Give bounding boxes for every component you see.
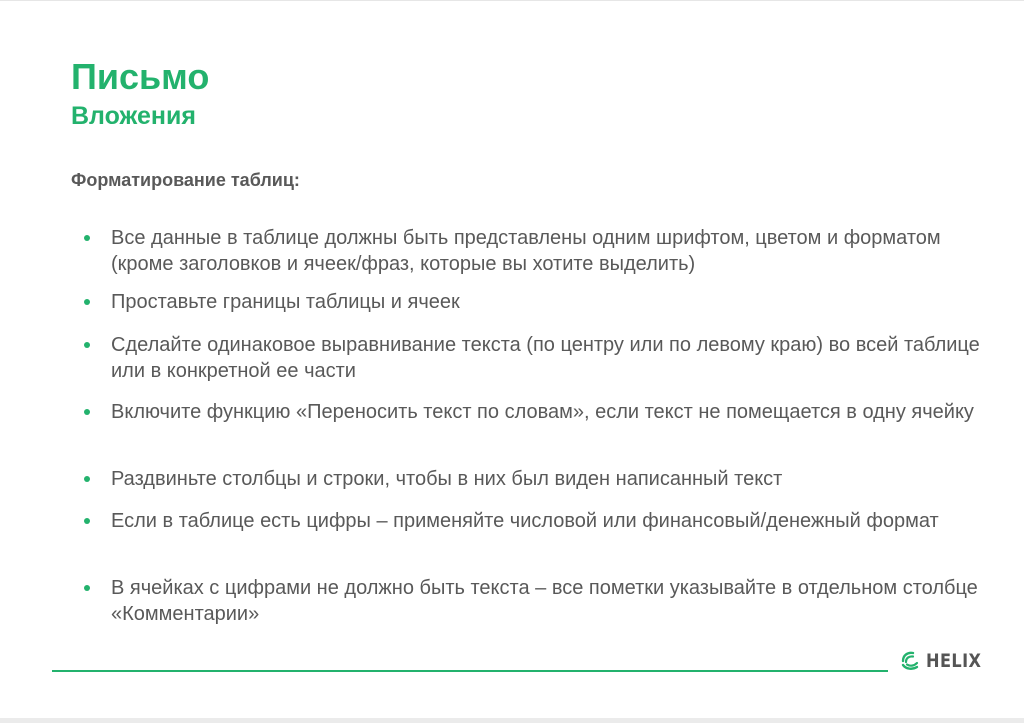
bullet-text: Сделайте одинаковое выравнивание текста (по центру или по левому краю) во всей таблице или в конкретной ее части	[111, 334, 980, 382]
bullet-text: Раздвиньте столбцы и строки, чтобы в них был виден написанный текст	[111, 468, 783, 490]
bullet-dot-icon	[84, 409, 90, 415]
bullet-item	[84, 332, 994, 384]
bullet-item	[84, 399, 994, 425]
bullet-text: В ячейках с цифрами не должно быть текста – все пометки указывайте в отдельном столбце «Комментарии»	[111, 577, 978, 625]
helix-logo-icon	[900, 650, 922, 672]
bullet-text: Включите функцию «Переносить текст по словам», если текст не помещается в одну ячейку	[111, 401, 974, 423]
bullet-dot-icon	[84, 476, 90, 482]
bullet-item	[84, 575, 994, 627]
bullet-item	[84, 508, 994, 534]
slide-title: Письмо	[71, 56, 210, 97]
logo-text: HELIX	[926, 650, 982, 672]
bullet-text: Если в таблице есть цифры – применяйте числовой или финансовый/денежный формат	[111, 510, 939, 532]
bullet-text: Проставьте границы таблицы и ячеек	[111, 291, 460, 313]
bullet-item	[84, 225, 994, 277]
bullet-dot-icon	[84, 342, 90, 348]
bullet-dot-icon	[84, 235, 90, 241]
footer-divider	[52, 670, 888, 672]
slide-bottom-border	[0, 718, 1024, 723]
bullet-dot-icon	[84, 585, 90, 591]
bullet-item	[84, 466, 994, 492]
slide-top-border	[0, 0, 1024, 1]
bullet-item	[84, 289, 994, 315]
section-heading: Форматирование таблиц:	[71, 170, 300, 190]
helix-logo	[900, 650, 991, 672]
bullet-dot-icon	[84, 299, 90, 305]
bullet-dot-icon	[84, 518, 90, 524]
slide-subtitle: Вложения	[71, 102, 196, 130]
bullet-text: Все данные в таблице должны быть представлены одним шрифтом, цветом и форматом (кроме заголовков и ячеек/фраз, которые вы хотите выделить)	[111, 227, 941, 275]
